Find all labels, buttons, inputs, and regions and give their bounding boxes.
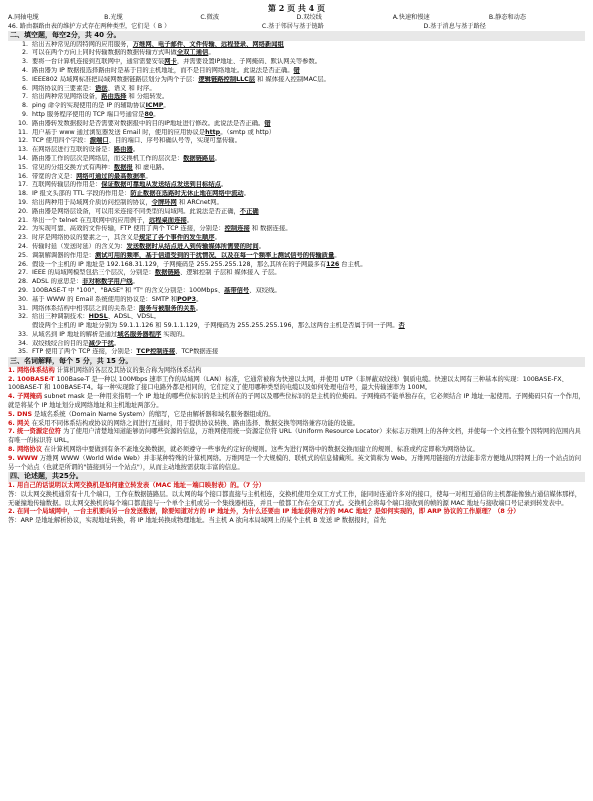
item-number: 19. bbox=[17, 198, 28, 206]
question-text: 互联网传输层的作用是： bbox=[32, 181, 102, 189]
fill-item bbox=[8, 190, 585, 199]
question-text: 给出五种常见的因特网的应用服务， bbox=[32, 40, 133, 48]
item-number: 25. bbox=[17, 251, 28, 259]
question-text: 网络协议的三要素是： bbox=[32, 84, 95, 92]
question-suffix: 、目的端口、序号和确认号等，实现可靠传输。 bbox=[108, 137, 241, 145]
answer-text: 全双工通信 bbox=[176, 49, 209, 57]
answer-text: 网络可通过的最高数据率 bbox=[76, 172, 146, 180]
essay-answer: 答：以太网交换机通常有十几个端口，工作在数据链路层。以太网的每个接口都直接与主机相连，交换机使用全双工方式工作，能同时连通许多对的接口，使每一对相互通信的主机都能像独占通信媒体那样，无碰撞地传输数据。以太网交换机的每个端口都直接与一个单个主机或另一个集线器相连，并且一般都工作在全双工方式。交换机会将每个端口接收到的帧的源 MAC 地址与接收端口号记录到转发表中。 bbox=[8, 490, 582, 507]
item-number: 20. bbox=[17, 207, 28, 215]
item-number: 12. bbox=[17, 137, 28, 145]
question-text: 给出两种用于局域网介质访问控制的协议， bbox=[32, 198, 152, 206]
question-46 bbox=[8, 23, 585, 32]
item-number: 28. bbox=[17, 278, 28, 286]
question-text: 给出三种调制技术： bbox=[32, 313, 89, 321]
answer-text: 路由选择 bbox=[101, 93, 127, 101]
question-suffix: 、语义 和 时序。 bbox=[107, 84, 156, 92]
term-label: 1. 网络体系结构 bbox=[8, 366, 55, 374]
item-number: 11. bbox=[17, 128, 28, 136]
fill-item bbox=[8, 348, 585, 357]
question-suffix: 。 bbox=[214, 154, 221, 162]
fill-item bbox=[8, 129, 585, 138]
item-number: 9. bbox=[21, 110, 28, 118]
question-text: 时序是网络协议的要素之一，其含义是 bbox=[32, 234, 140, 242]
answer-text: 基带信号 bbox=[224, 286, 250, 294]
question-text: 带宽的含义是： bbox=[32, 172, 77, 180]
item-number: 30. bbox=[17, 295, 28, 303]
fill-item bbox=[8, 173, 585, 182]
answer-text: 80 bbox=[144, 110, 154, 118]
answer-text: 不正确 bbox=[239, 207, 259, 215]
item-number: 8. bbox=[21, 102, 28, 110]
answer-text: 服务与被服务的关系 bbox=[139, 304, 196, 312]
question-suffix: 。 bbox=[208, 49, 215, 57]
term-definition bbox=[8, 393, 585, 411]
item-number: 33. bbox=[17, 330, 28, 338]
item-number: 17. bbox=[17, 181, 28, 189]
fill-item bbox=[8, 234, 585, 243]
question-suffix: 实现的。 bbox=[161, 330, 189, 338]
term-label: 7. 统一资源定位符 bbox=[8, 428, 62, 436]
answer-text: 规定了各个事件的发生顺序 bbox=[139, 234, 215, 242]
answer-text: 测试可用的频率，基于信道受到的干扰情况，以及在每一个频率上测试信号的传输质量 bbox=[94, 251, 335, 259]
item-number: 24. bbox=[17, 242, 28, 250]
item-number: 35. bbox=[17, 348, 28, 356]
q46-text: 46. 路由器路由表的维护方式存在两种类型，它们是（ B ） bbox=[8, 22, 171, 30]
item-number: 10. bbox=[17, 119, 28, 127]
item-number: 22. bbox=[17, 225, 28, 233]
question-suffix: 。 bbox=[214, 234, 221, 242]
answer-text: 数据链路层 bbox=[183, 154, 215, 162]
fill-item bbox=[8, 76, 585, 85]
term-text: 是域名系统（Domain Name System）的缩写，它是由解析器和域名服务器组成的。 bbox=[34, 410, 275, 418]
essay-question: 1. 用自己的话说明以太网交换机是如何建立转发表（MAC 地址－端口映射表）的。（7 分） bbox=[8, 482, 266, 490]
item-number: 29. bbox=[17, 286, 28, 294]
term-text: 100Base-T 是一种以 100Mbps 速率工作的局域网（LAN）标准，它通常被称为快速以太网，并使用 UTP（非屏蔽双绞线）铜质电缆。快速以太网有三种基本的实现：100BASE-FX、100BASE-T 和 100BASE-T4。每一种实现除了接口电路外都是相同的，它们定义了使用哪种类型的电缆以及如何处理电信号，最大传输速率为 100M。 bbox=[8, 375, 568, 392]
question-suffix: 、逻辑控制 子层和 媒体接入 子层。 bbox=[180, 269, 281, 277]
question-text: 举出一个 telnet 在互联网中的应用例子， bbox=[32, 216, 149, 224]
question-suffix: 、ADSL、VDSL。 bbox=[107, 313, 160, 321]
question-suffix: 。（smtp 或 http） bbox=[220, 128, 276, 136]
question-suffix: 。 bbox=[243, 190, 250, 198]
question-text: 假设一个主机的 IP 地址是 192.168.31.129，子网掩码是 255.255.255.128，那么其所在的子网最多有 bbox=[32, 260, 327, 268]
item-number: 16. bbox=[17, 172, 28, 180]
answer-text: 令牌环网 bbox=[151, 198, 177, 206]
fill-item bbox=[8, 120, 585, 129]
option-a2: A.快速和慢速 bbox=[392, 14, 430, 21]
essay-answer: 答：ARP 是地址解析协议，实现地址转换，将 IP 地址转换成物理地址。当主机 A 欲向本局域网上的某个主机 B 发送 IP 数据报时，首先 bbox=[8, 517, 386, 525]
fill-item bbox=[8, 102, 585, 111]
question-suffix: 和 ARCnet网。 bbox=[176, 198, 223, 206]
section-essay-title: 四、论述题，共25分。 bbox=[8, 472, 585, 482]
question-text: 在网络层进行互联的设备是： bbox=[32, 146, 114, 154]
question-text: 网络体系结构中相邻层之间的关系是： bbox=[32, 304, 140, 312]
fill-item bbox=[8, 340, 585, 349]
question-suffix: 。 bbox=[145, 172, 152, 180]
question-suffix: 。 bbox=[258, 242, 265, 250]
question-text: 路由器工作的层次是网络层，而交换机工作的层次是： bbox=[32, 154, 184, 162]
question-suffix: 和 分组转发。 bbox=[126, 93, 169, 101]
fill-item bbox=[8, 58, 585, 67]
answer-text: 网卡 bbox=[164, 58, 177, 66]
option-b2: B.静态和动态 bbox=[488, 14, 527, 21]
question-text: 传输时延（发送时延）的含义为： bbox=[32, 242, 127, 250]
fill-item bbox=[8, 111, 585, 120]
question-suffix: 。 bbox=[334, 251, 341, 259]
question-suffix: 。 bbox=[195, 304, 203, 312]
fill-item bbox=[8, 243, 585, 252]
answer-text: 控制连接 bbox=[224, 225, 250, 233]
fill-item bbox=[8, 41, 585, 50]
fill-item bbox=[8, 199, 585, 208]
answer-text: 数据链路 bbox=[154, 269, 181, 277]
question-text: 双绞线绞合的目的是 bbox=[32, 339, 89, 347]
question-suffix: 。 bbox=[186, 216, 193, 224]
item-number: 27. bbox=[17, 269, 28, 277]
answer-text: ICMP bbox=[145, 102, 164, 110]
answer-text: http bbox=[205, 128, 221, 136]
term-text: 万维网 WWW（World Wide Web）并非某种特殊的计算机网络。万维网是一个大规模的、联机式的信息储藏所。英文简称为 Web。万维网用链接的方法能非常方便地从因特网上的一个站点访问另一个站点（也就是所谓的"链接到另一个站点"），从而主动地按需获取丰富的信息。 bbox=[8, 454, 582, 471]
term-text: 在采用不同体系结构或协议的网络之间进行互通时，用于提供协议转换、路由选择、数据交换等网络兼容功能的设施。 bbox=[31, 419, 360, 427]
top-options bbox=[8, 14, 585, 23]
question-text: 从域名到 IP 地址的解析是通过 bbox=[32, 330, 118, 338]
item-number: 32. bbox=[17, 313, 28, 321]
item-number: 5. bbox=[21, 75, 28, 83]
term-label: 2. 100BASE-T bbox=[8, 375, 55, 383]
option-b: B.光缆 bbox=[104, 14, 123, 21]
answer-text: 域名服务器程序 bbox=[117, 330, 162, 338]
term-definition-list bbox=[8, 367, 585, 473]
term-definition bbox=[8, 428, 585, 446]
term-text: 计算机网络的各层及其协议的集合称为网络体系结构 bbox=[56, 366, 202, 374]
question-suffix: 台主机。 bbox=[339, 260, 367, 268]
question-suffix: 和 数据连接。 bbox=[249, 225, 292, 233]
fill-item bbox=[8, 181, 585, 190]
q46-option-d: D.基于消息与基于路径 bbox=[423, 22, 486, 30]
answer-text: 语法 bbox=[94, 84, 108, 92]
answer-text: 防止数据在选路时无休止地在网络中流动 bbox=[130, 190, 244, 198]
term-text: subnet mask 是一种用来指明一个 IP 地址的哪些位标识的是主机所在的子网以及哪些位标识的是主机的位掩码。子网掩码不能单独存在，它必须结合 IP 地址一起使用。子网掩码只有一个作用，就是将某个 IP 地址划分成网络地址和主机地址两部分。 bbox=[8, 393, 585, 410]
question-text: 要将一台计算机连接到互联网中，通常需要安装 bbox=[32, 58, 165, 66]
term-label: 4. 子网掩码 bbox=[8, 393, 43, 401]
item-number: 6. bbox=[21, 84, 28, 92]
question-suffix: 。 bbox=[220, 181, 228, 189]
fill-item bbox=[8, 278, 585, 287]
question-text: 常见的分组交换方式有两种： bbox=[32, 163, 114, 171]
item-number: 15. bbox=[17, 163, 28, 171]
question-text: ping 命令的实现使用的是 IP 的辅助协议 bbox=[32, 102, 146, 110]
option-d: D.双绞线 bbox=[296, 14, 322, 21]
question-suffix: 和 媒体接入控制MAC层。 bbox=[255, 75, 330, 83]
question-suffix: 。 bbox=[132, 146, 140, 154]
item-number: 1. bbox=[21, 40, 28, 48]
question-text: 路由器转发数据报时是否需要对数据报中的目的IP地址进行修改。此说法是否正确。 bbox=[32, 119, 265, 127]
fill-item bbox=[8, 225, 585, 234]
fill-item bbox=[8, 217, 585, 226]
fill-item bbox=[8, 93, 585, 102]
question-text: http 服务程序使用的 TCP 端口号通常是 bbox=[32, 110, 145, 118]
question-suffix: 。 bbox=[113, 339, 121, 347]
question-text: 基于 WWW 的 Email 系统使用的协议是：SMTP 和 bbox=[32, 295, 178, 303]
item-number: 13. bbox=[17, 146, 28, 154]
item-number: 4. bbox=[21, 66, 28, 74]
question-suffix: 。 bbox=[196, 295, 203, 303]
answer-text: 126 bbox=[326, 260, 340, 268]
answer-text: 远程桌面连接 bbox=[148, 216, 187, 224]
option-c: C.微波 bbox=[200, 14, 220, 21]
fill-item bbox=[8, 313, 585, 322]
question-suffix: ，并需要设置IP地址、子网掩码、默认网关等参数。 bbox=[176, 58, 322, 66]
fill-item bbox=[8, 85, 585, 94]
fill-in-list bbox=[8, 41, 585, 358]
question-suffix: 。 bbox=[163, 102, 170, 110]
question-text: 为实现可靠、高效的文件传输，FTP 使用了两个 TCP 连接，分别是： bbox=[32, 225, 225, 233]
fill-item bbox=[8, 331, 585, 340]
fill-item bbox=[8, 296, 585, 305]
term-label: 8. 网络协议 bbox=[8, 446, 43, 454]
term-label: 9. WWW bbox=[8, 454, 38, 462]
item-number: 31. bbox=[17, 304, 28, 312]
question-text: FTP 使用了两个 TCP 连接，分别是： bbox=[32, 348, 137, 356]
answer-text: 数据报 bbox=[113, 163, 133, 171]
term-definition bbox=[8, 455, 585, 473]
answer-text: 发送数据时从结点进入到传输媒体所需要的时间 bbox=[126, 242, 259, 250]
question-text: 100BASE-T 中 "100"、"BASE" 和 "T" 的含义分别是：100Mbps、 bbox=[32, 286, 225, 294]
answer-text: 逻辑链路控制LLC层 bbox=[198, 75, 256, 83]
q46-option-c: C.基于邻居与基于链路 bbox=[261, 22, 324, 30]
term-definition bbox=[8, 376, 585, 394]
item-number: 7. bbox=[21, 93, 28, 101]
term-text: 在计算机网络中要做到有条不紊地交换数据，就必须遵守一些事先约定好的规则。这些为进行网络中的数据交换而建立的规则、标准或约定即称为网络协议。 bbox=[44, 446, 479, 454]
answer-text: 错 bbox=[293, 66, 300, 74]
question-text: TCP 使用四个字段： bbox=[32, 137, 90, 145]
item-number: 23. bbox=[17, 234, 28, 242]
essay-list bbox=[8, 482, 585, 526]
term-text: 为了使用户清楚地知道能够访问哪些资源的信息，万维网使用统一资源定位符 URL（Uniform Resource Locator）来标志万维网上的各种文档，并使每一个文档在整个因特网的范围内具有唯一的标识符 URL。 bbox=[8, 428, 581, 445]
question-text: 可以在两个方向上同时传输数据的数据传输方式叫做 bbox=[32, 49, 177, 57]
answer-text: 路由器 bbox=[113, 146, 133, 154]
question-text: 路由器是网络层设备，可以用来连接不同类型的局域网。此说法是否正确， bbox=[32, 207, 240, 215]
fill-item bbox=[8, 164, 585, 173]
answer-text: TCP控制连接 bbox=[136, 348, 176, 356]
question-text: 给出两种常见网络设备， bbox=[32, 93, 102, 101]
question-suffix: 、TCP数据连接 bbox=[175, 348, 219, 356]
fill-item bbox=[8, 322, 585, 331]
question-text: ADSL 的意思是： bbox=[32, 278, 83, 286]
term-definition bbox=[8, 411, 585, 420]
term-label: 6. 网关 bbox=[8, 419, 30, 427]
term-definition bbox=[8, 367, 585, 376]
item-number: 3. bbox=[21, 58, 28, 66]
fill-item bbox=[8, 67, 585, 76]
question-text: IP 报文头部的 TTL 字段的作用是： bbox=[32, 190, 131, 198]
answer-text: POP3 bbox=[177, 295, 197, 303]
fill-item bbox=[8, 208, 585, 217]
fill-item bbox=[8, 137, 585, 146]
essay-question: 2. 在同一个局域网中，一台主机要向另一台发送数据，除要知道对方的 IP 地址外，为什么还要由 IP 地址获得对方的 MAC 地址？是如何实现的，即 ARP 协议的工作原理？（8 分） bbox=[8, 508, 520, 516]
fill-item bbox=[8, 269, 585, 278]
answer-text: 万维网、电子邮件、文件传输、远程登录、网络新闻组 bbox=[132, 40, 284, 48]
item-number: 14. bbox=[17, 154, 28, 162]
answer-text: 保证数据可靠地从发送结点发送到目标结点 bbox=[101, 181, 221, 189]
question-suffix: 。 bbox=[132, 278, 139, 286]
term-definition bbox=[8, 446, 585, 455]
fill-item bbox=[8, 261, 585, 270]
option-a: A.同轴电缆 bbox=[8, 14, 39, 21]
question-text: 调制解调器的作用是： bbox=[32, 251, 95, 259]
question-suffix: 、双绞线。 bbox=[249, 286, 281, 294]
fill-item bbox=[8, 49, 585, 58]
fill-item bbox=[8, 287, 585, 296]
section-terms-title: 三、名词解释，每个 5 分，共 15 分。 bbox=[8, 357, 585, 367]
question-text: 用户基于 www 通过浏览器发送 Email 时，使用的应用协议是 bbox=[32, 128, 206, 136]
item-number: 2. bbox=[21, 49, 28, 57]
term-label: 5. DNS bbox=[8, 410, 32, 418]
item-number: 21. bbox=[17, 216, 28, 224]
answer-text: 非对称数字用户线 bbox=[82, 278, 133, 286]
fill-item bbox=[8, 252, 585, 261]
item-number: 18. bbox=[17, 190, 28, 198]
answer-text: 错 bbox=[264, 119, 271, 127]
answer-text: 减少干扰 bbox=[88, 339, 114, 347]
section-fill-title: 二、填空题，每空2分，共 40 分。 bbox=[8, 31, 585, 41]
question-suffix: 和 虚电路。 bbox=[132, 163, 169, 171]
answer-text: 否 bbox=[398, 322, 405, 330]
fill-item bbox=[8, 305, 585, 314]
fill-item bbox=[8, 155, 585, 164]
fill-item bbox=[8, 146, 585, 155]
page-header: 第 2 页 共 4 页 bbox=[267, 3, 326, 13]
answer-text: 源端口 bbox=[89, 137, 109, 145]
question-text: 假设两个主机的 IP 地址分别为 59.1.1.126 和 59.1.1.129，子网掩码为 255.255.255.196，那么这两台主机是否属于同一子网。 bbox=[32, 322, 399, 330]
item-number: 34. bbox=[17, 339, 28, 347]
answer-text: HDSL bbox=[88, 313, 108, 321]
question-text: IEEE802 局域网标准把局域网数据链路层划分为两个子层： bbox=[32, 75, 199, 83]
question-suffix: 。 bbox=[153, 110, 160, 118]
question-text: 路由器为 IP 数据报选择路由时是基于目的主机地址，而不是目的网络地址。此说法是否正确。 bbox=[32, 66, 294, 74]
question-text: IEEE 的局域网模型包括三个层次，分别是： bbox=[32, 269, 155, 277]
item-number: 26. bbox=[17, 260, 28, 268]
